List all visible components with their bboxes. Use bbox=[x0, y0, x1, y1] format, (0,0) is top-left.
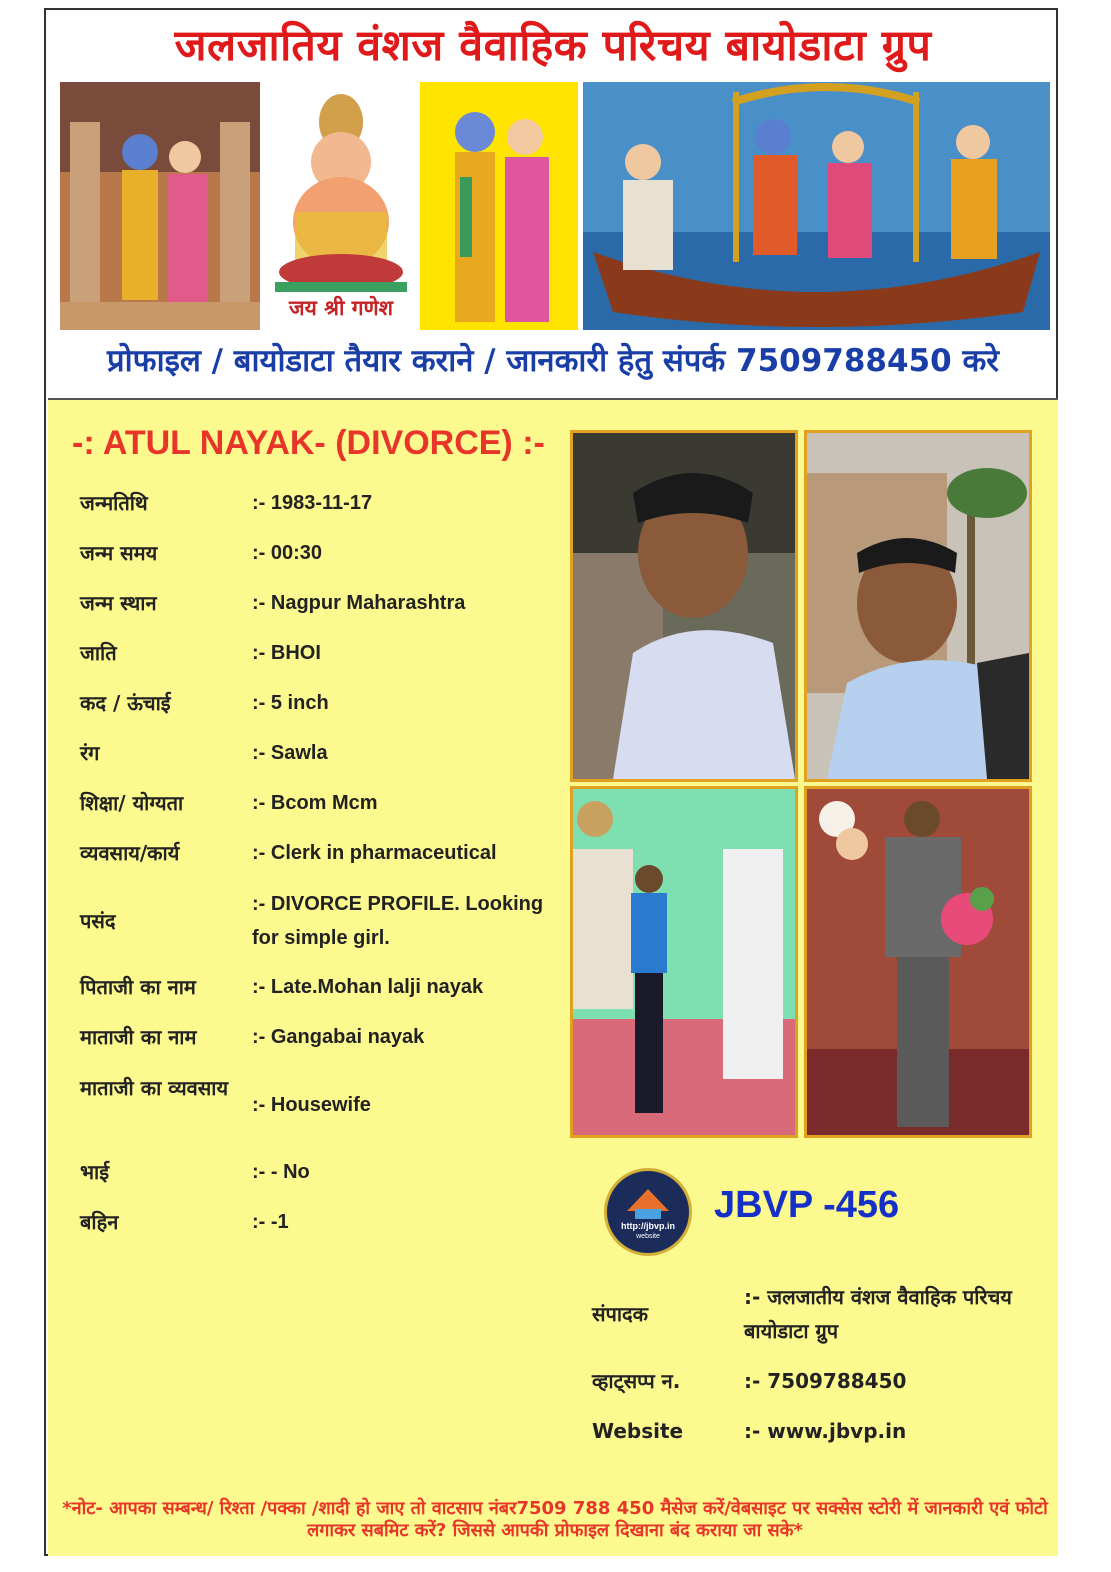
label-whatsapp: व्हाट्सप्प न. bbox=[592, 1369, 681, 1393]
label-birth-time: जन्म समय bbox=[80, 541, 158, 565]
label-editor: संपादक bbox=[592, 1302, 649, 1326]
value-caste: :- BHOI bbox=[252, 642, 321, 664]
boat-scene-image bbox=[583, 82, 1050, 330]
value-occupation: :- Clerk in pharmaceutical bbox=[252, 842, 497, 864]
ganesh-image bbox=[265, 82, 417, 330]
value-height: :- 5 inch bbox=[252, 692, 329, 714]
value-birth-place: :- Nagpur Maharashtra bbox=[252, 592, 466, 614]
value-father-name: :- Late.Mohan lalji nayak bbox=[252, 976, 484, 998]
label-birth-place: जन्म स्थान bbox=[80, 591, 157, 615]
label-father-name: पिताजी का नाम bbox=[80, 975, 196, 999]
profile-code: JBVP -456 bbox=[714, 1184, 900, 1226]
logo-url-text: http://jbvp.in bbox=[621, 1221, 675, 1231]
value-whatsapp: :- 7509788450 bbox=[744, 1369, 907, 1393]
label-height: कद / ऊंचाई bbox=[80, 691, 171, 715]
value-website: :- www.jbvp.in bbox=[744, 1419, 907, 1443]
logo-sub-text: website bbox=[636, 1233, 660, 1240]
value-dob: :- 1983-11-17 bbox=[252, 492, 373, 514]
value-mother-name: :- Gangabai nayak bbox=[252, 1026, 425, 1048]
profile-photo-2 bbox=[804, 430, 1032, 782]
value-brother: :- - No bbox=[252, 1161, 310, 1183]
value-mother-occupation: :- Housewife bbox=[252, 1094, 371, 1116]
label-education: शिक्षा/ योग्यता bbox=[80, 791, 184, 815]
contact-line: प्रोफाइल / बायोडाटा तैयार कराने / जानकारी हेतु संपर्क 7509788450 करे bbox=[107, 343, 999, 379]
label-caste: जाति bbox=[80, 641, 117, 665]
profile-photo-3 bbox=[570, 786, 798, 1138]
group-title: जलजातिय वंशज वैवाहिक परिचय बायोडाटा ग्रुप bbox=[174, 21, 932, 71]
jai-shri-ganesh-caption: जय श्री गणेश bbox=[289, 296, 393, 320]
label-mother-occupation: माताजी का व्यवसाय bbox=[80, 1076, 229, 1100]
ram-sita-image bbox=[60, 82, 260, 330]
jbvp-logo bbox=[604, 1168, 692, 1256]
profile-name: -: ATUL NAYAK- (DIVORCE) :- bbox=[72, 424, 545, 462]
footer-note: *नोट- आपका सम्बन्ध/ रिश्ता /पक्का /शादी हो जाए तो वाटसाप नंबर7509 788 450 मैसेज करें/वेबसाइट पर सक्सेस स्टोरी में जानकारी एवं फोटो लगाकर सबमिट करें? जिससे आपकी प्रोफाइल दिखाना बंद कराया जा सके* bbox=[62, 1498, 1048, 1541]
label-website: Website bbox=[592, 1419, 684, 1443]
label-sister: बहिन bbox=[80, 1210, 119, 1234]
value-complexion: :- Sawla bbox=[252, 742, 328, 764]
value-preference: :- DIVORCE PROFILE. Looking for simple girl. bbox=[252, 893, 544, 949]
value-birth-time: :- 00:30 bbox=[252, 542, 323, 564]
profile-photo-1 bbox=[570, 430, 798, 782]
label-mother-name: माताजी का नाम bbox=[80, 1025, 197, 1049]
label-preference: पसंद bbox=[80, 909, 116, 933]
label-occupation: व्यवसाय/कार्य bbox=[80, 841, 180, 865]
label-brother: भाई bbox=[80, 1160, 110, 1184]
label-complexion: रंग bbox=[80, 741, 100, 765]
value-sister: :- -1 bbox=[252, 1211, 289, 1233]
value-education: :- Bcom Mcm bbox=[252, 792, 378, 814]
ram-sita-yellow-image bbox=[420, 82, 578, 330]
value-editor: :- जलजातीय वंशज वैवाहिक परिचय बायोडाटा ग्रुप bbox=[744, 1285, 1012, 1343]
profile-photo-4 bbox=[804, 786, 1032, 1138]
label-dob: जन्मतिथि bbox=[80, 491, 148, 515]
devotional-banner bbox=[60, 82, 1050, 330]
